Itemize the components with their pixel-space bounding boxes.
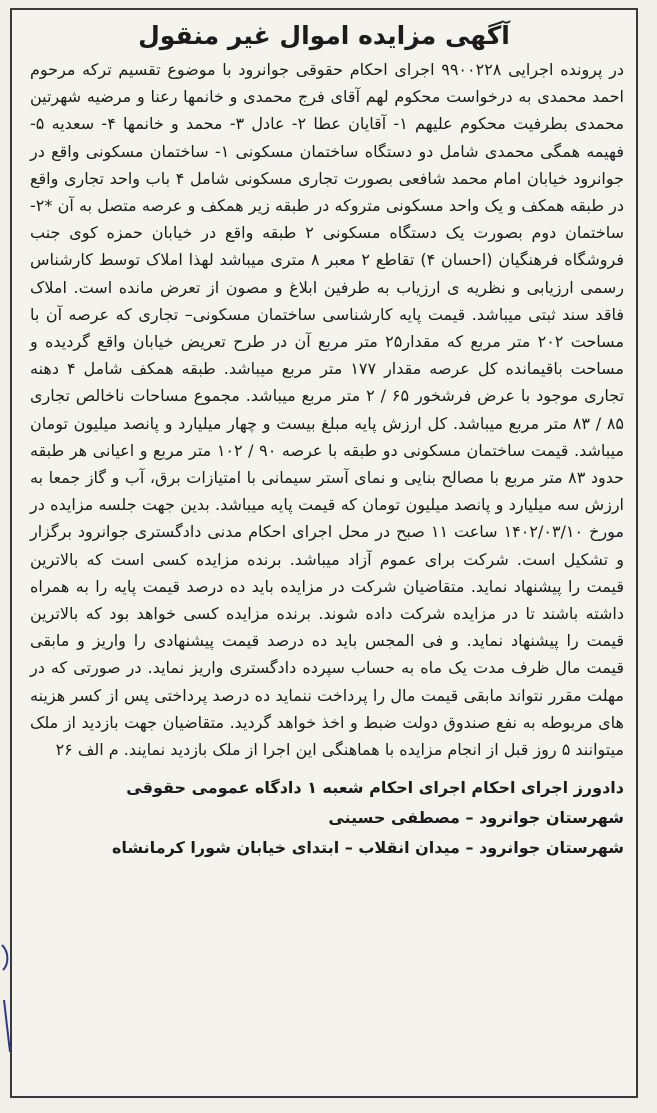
signature-line-address: شهرستان جوانرود – میدان انقلاب – ابتدای خیابان شورا کرمانشاه — [111, 838, 624, 858]
notice-clipping — [10, 8, 638, 1098]
signature-line-name: شهرستان جوانرود – مصطفی حسینی — [328, 808, 624, 828]
signature-line-title: دادورز اجرای احکام اجرای احکام شعبه ۱ دادگاه عمومی حقوقی — [126, 778, 624, 798]
notice-body — [12, 56, 636, 763]
notice-signature — [12, 763, 636, 863]
notice-paragraph: در پرونده اجرایی ۹۹۰۰۲۲۸ اجرای احکام حقوقی جوانرود با موضوع تقسیم ترکه مرحوم احمد محمدی به درخواست محکوم لهم آقای فرج محمدی و خانمها رعنا و مرضیه شهرتین محمدی بطرفیت محکوم علیهم ۱- آقایان عطا ۲- عادل ۳- محمد و خانمها ۴- سعدیه ۵- فهیمه همگی محمدی شامل دو دستگاه ساختمان مسکونی ۱- ساختمان مسکونی واقع در جوانرود خیابان امام محمد شافعی بصورت تجاری مسکونی شامل ۴ باب واحد تجاری واقع در طبقه همکف و یک واحد مسکونی متروکه در طبقه زیر همکف و عرصه متصل به آن *۲- ساختمان دوم بصورت یک دستگاه مسکونی ۲ طبقه واقع در خیابان حمزه کوی جنب فروشگاه فرهنگیان (احسان ۴) تقاطع ۲ معبر ۸ متری میباشد لهذا املاک توسط کارشناس رسمی ارزیابی و نظریه ی ارزیاب به طرفین ابلاغ و مصون از تعرض مانده است. املاک فاقد سند ثبتی میباشد. قیمت پایه کارشناسی ساختمان مسکونی– تجاری که عرصه آن با مساحت ۲۰۲ متر مربع که مقدار۲۵ متر مربع آن در طرح تعریض خیابان واقع گردیده و مساحت باقیمانده کل عرصه مقدار ۱۷۷ متر مربع میباشد. طبقه همکف شامل ۴ دهنه تجاری موجود با عرض فرشخور ۶۵ / ۲ متر مربع میباشد. مجموع مساحات ناخالص تجاری ۸۵ / ۸۳ متر مربع میباشد. کل ارزش پایه مبلغ بیست و چهار میلیارد و پانصد میلیون تومان میباشد. قیمت ساختمان مسکونی دو طبقه با عرصه ۹۰ / ۱۰۲ متر مربع و اعیانی هر طبقه حدود ۸۳ متر مربع با مصالح بنایی و نمای آستر سیمانی با امتیازات برق، آب و گاز جمعا به ارزش سه میلیارد و پانصد میلیون تومان که قیمت پایه میباشد. بدین جهت جلسه مزایده در مورخ ۱۴۰۲/۰۳/۱۰ ساعت ۱۱ صبح در محل اجرای احکام مدنی دادگستری جوانرود برگزار و تشکیل است. شرکت برای عموم آزاد میباشد. برنده مزایده کسی است که بالاترین قیمت را پیشنهاد نماید. متقاضیان شرکت در مزایده باید ده درصد قیمت پایه را به همراه داشته باشند تا در مزایده شرکت داده شوند. برنده مزایده کسی خواهد بود که بالاترین قیمت را پیشنهاد نماید. و فی المجس باید ده درصد قیمت پیشنهادی را واریز و مابقی قیمت مال ظرف مدت یک ماه به حساب سپرده دادگستری واریز نماید. در صورتی که در مهلت مقرر نتواند مابقی قیمت مال را پرداخت ننماید ده درصد پرداختی پس از کسر هزینه های مربوطه به نفع صندوق دولت ضبط و اخذ خواهد گردید. متقاضیان جهت بازدید از ملک میتوانند ۵ روز قبل از انجام مزایده با هماهنگی این اجرا از ملک بازدید نمایند. م الف ۲۶ — [30, 60, 625, 760]
notice-title: آگهی مزایده اموال غیر منقول — [138, 21, 510, 50]
pen-margin-mark — [0, 940, 12, 1060]
